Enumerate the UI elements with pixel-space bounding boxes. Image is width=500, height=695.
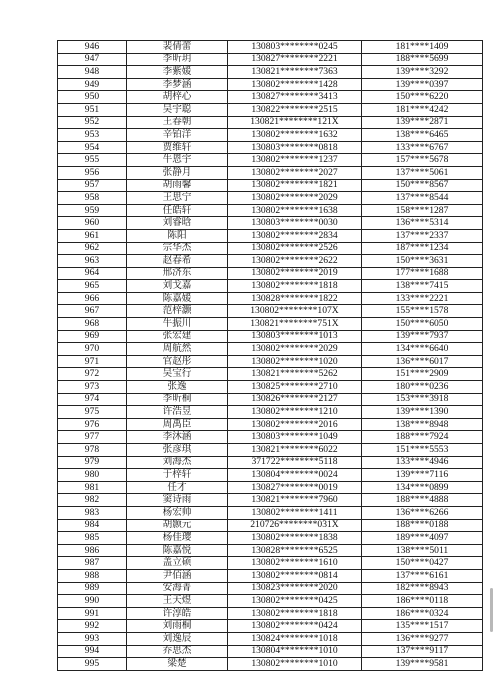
id-number-cell: 130802********1838 bbox=[228, 532, 362, 545]
row-number-cell: 956 bbox=[58, 166, 127, 179]
row-number-cell: 994 bbox=[58, 645, 127, 658]
student-name-cell: 吴宝行 bbox=[127, 368, 228, 381]
id-number-cell: 130821********7363 bbox=[228, 66, 362, 79]
student-name-cell: 官赵彤 bbox=[127, 355, 228, 368]
table-row bbox=[58, 532, 483, 545]
id-number-cell: 130802********2019 bbox=[228, 267, 362, 280]
student-name-cell: 王春朝 bbox=[127, 116, 228, 129]
student-name-cell: 裴倩蕾 bbox=[127, 41, 228, 54]
student-name-cell: 刘海杰 bbox=[127, 456, 228, 469]
table-row bbox=[58, 658, 483, 671]
row-number-cell: 981 bbox=[58, 481, 127, 494]
table-row bbox=[58, 179, 483, 192]
student-name-cell: 陈嘉媛 bbox=[127, 292, 228, 305]
id-number-cell: 130802********1010 bbox=[228, 658, 362, 671]
row-number-cell: 979 bbox=[58, 456, 127, 469]
id-number-cell: 130802********2526 bbox=[228, 242, 362, 255]
student-name-cell: 陈嘉悦 bbox=[127, 544, 228, 557]
id-number-cell: 130823********2020 bbox=[228, 582, 362, 595]
row-number-cell: 958 bbox=[58, 192, 127, 205]
row-number-cell: 946 bbox=[58, 41, 127, 54]
student-name-cell: 陈阳 bbox=[127, 229, 228, 242]
id-number-cell: 130803********1049 bbox=[228, 431, 362, 444]
row-number-cell: 953 bbox=[58, 129, 127, 142]
student-name-cell: 刘雨桐 bbox=[127, 620, 228, 633]
table-row bbox=[58, 355, 483, 368]
table-row bbox=[58, 431, 483, 444]
id-number-cell: 130802********1821 bbox=[228, 179, 362, 192]
table-row bbox=[58, 91, 483, 104]
id-number-cell: 130802********1632 bbox=[228, 129, 362, 142]
id-number-cell: 130802********2027 bbox=[228, 166, 362, 179]
student-name-cell: 胡雨馨 bbox=[127, 179, 228, 192]
table-row bbox=[58, 620, 483, 633]
student-name-cell: 刘逸辰 bbox=[127, 632, 228, 645]
phone-number-cell: 186****0118 bbox=[362, 595, 483, 608]
student-name-cell: 牛振川 bbox=[127, 318, 228, 331]
phone-number-cell: 187****1234 bbox=[362, 242, 483, 255]
student-name-cell: 宗华杰 bbox=[127, 242, 228, 255]
row-number-cell: 974 bbox=[58, 393, 127, 406]
row-number-cell: 949 bbox=[58, 78, 127, 91]
row-number-cell: 963 bbox=[58, 255, 127, 268]
id-number-cell: 130803********1013 bbox=[228, 330, 362, 343]
table-row bbox=[58, 456, 483, 469]
student-name-cell: 张宏建 bbox=[127, 330, 228, 343]
table-row bbox=[58, 368, 483, 381]
phone-number-cell: 139****9581 bbox=[362, 658, 483, 671]
student-name-cell: 王天煜 bbox=[127, 595, 228, 608]
phone-number-cell: 136****9277 bbox=[362, 632, 483, 645]
row-number-cell: 988 bbox=[58, 569, 127, 582]
phone-number-cell: 177****1688 bbox=[362, 267, 483, 280]
phone-number-cell: 150****3631 bbox=[362, 255, 483, 268]
id-number-cell: 130802********1428 bbox=[228, 78, 362, 91]
student-name-cell: 李昕玥 bbox=[127, 53, 228, 66]
phone-number-cell: 137****8544 bbox=[362, 192, 483, 205]
id-number-cell: 130821********5262 bbox=[228, 368, 362, 381]
student-name-cell: 牛恩宇 bbox=[127, 154, 228, 167]
student-name-cell: 王思宁 bbox=[127, 192, 228, 205]
row-number-cell: 990 bbox=[58, 595, 127, 608]
phone-number-cell: 139****7937 bbox=[362, 330, 483, 343]
phone-number-cell: 151****5553 bbox=[362, 444, 483, 457]
row-number-cell: 982 bbox=[58, 494, 127, 507]
student-name-cell: 张逸 bbox=[127, 381, 228, 394]
student-name-cell: 刘睿晗 bbox=[127, 217, 228, 230]
table-row bbox=[58, 204, 483, 217]
table-row bbox=[58, 229, 483, 242]
student-name-cell: 胡梓心 bbox=[127, 91, 228, 104]
table-row bbox=[58, 393, 483, 406]
student-name-cell: 李紫媛 bbox=[127, 66, 228, 79]
phone-number-cell: 188****5699 bbox=[362, 53, 483, 66]
table-row bbox=[58, 255, 483, 268]
table-row bbox=[58, 192, 483, 205]
table-row bbox=[58, 406, 483, 419]
table-row bbox=[58, 41, 483, 54]
row-number-cell: 969 bbox=[58, 330, 127, 343]
table-row bbox=[58, 469, 483, 482]
id-number-cell: 371722********5118 bbox=[228, 456, 362, 469]
phone-number-cell: 181****4242 bbox=[362, 103, 483, 116]
phone-number-cell: 138****8948 bbox=[362, 418, 483, 431]
table-row bbox=[58, 53, 483, 66]
phone-number-cell: 135****1517 bbox=[362, 620, 483, 633]
id-number-cell: 130828********6525 bbox=[228, 544, 362, 557]
table-row bbox=[58, 129, 483, 142]
phone-number-cell: 133****4946 bbox=[362, 456, 483, 469]
row-number-cell: 947 bbox=[58, 53, 127, 66]
row-number-cell: 962 bbox=[58, 242, 127, 255]
phone-number-cell: 180****0236 bbox=[362, 381, 483, 394]
phone-number-cell: 136****6017 bbox=[362, 355, 483, 368]
id-number-cell: 210726********031X bbox=[228, 519, 362, 532]
phone-number-cell: 136****6266 bbox=[362, 506, 483, 519]
row-number-cell: 986 bbox=[58, 544, 127, 557]
student-name-cell: 张彦琪 bbox=[127, 444, 228, 457]
row-number-cell: 952 bbox=[58, 116, 127, 129]
id-number-cell: 130802********1638 bbox=[228, 204, 362, 217]
row-number-cell: 983 bbox=[58, 506, 127, 519]
id-number-cell: 130802********0814 bbox=[228, 569, 362, 582]
student-name-cell: 许淳皓 bbox=[127, 607, 228, 620]
student-name-cell: 赵春希 bbox=[127, 255, 228, 268]
row-number-cell: 984 bbox=[58, 519, 127, 532]
phone-number-cell: 188****4888 bbox=[362, 494, 483, 507]
row-number-cell: 995 bbox=[58, 658, 127, 671]
phone-number-cell: 137****6161 bbox=[362, 569, 483, 582]
student-name-cell: 辛铂洋 bbox=[127, 129, 228, 142]
phone-number-cell: 138****7415 bbox=[362, 280, 483, 293]
table-row bbox=[58, 116, 483, 129]
row-number-cell: 954 bbox=[58, 141, 127, 154]
table-row bbox=[58, 78, 483, 91]
row-number-cell: 992 bbox=[58, 620, 127, 633]
row-number-cell: 972 bbox=[58, 368, 127, 381]
row-number-cell: 970 bbox=[58, 343, 127, 356]
phone-number-cell: 158****1287 bbox=[362, 204, 483, 217]
row-number-cell: 966 bbox=[58, 292, 127, 305]
phone-number-cell: 139****2871 bbox=[362, 116, 483, 129]
id-number-cell: 130802********1411 bbox=[228, 506, 362, 519]
table-row bbox=[58, 519, 483, 532]
table-row bbox=[58, 343, 483, 356]
phone-number-cell: 150****6050 bbox=[362, 318, 483, 331]
phone-number-cell: 181****1409 bbox=[362, 41, 483, 54]
student-name-cell: 李梦涵 bbox=[127, 78, 228, 91]
id-number-cell: 130821********7960 bbox=[228, 494, 362, 507]
table-row bbox=[58, 506, 483, 519]
student-name-cell: 许浩昱 bbox=[127, 406, 228, 419]
student-name-cell: 张静月 bbox=[127, 166, 228, 179]
table-row bbox=[58, 66, 483, 79]
phone-number-cell: 133****6767 bbox=[362, 141, 483, 154]
table-row bbox=[58, 632, 483, 645]
id-number-cell: 130802********1237 bbox=[228, 154, 362, 167]
row-number-cell: 973 bbox=[58, 381, 127, 394]
phone-number-cell: 137****9117 bbox=[362, 645, 483, 658]
id-number-cell: 130826********2127 bbox=[228, 393, 362, 406]
phone-number-cell: 188****7924 bbox=[362, 431, 483, 444]
id-number-cell: 130804********0024 bbox=[228, 469, 362, 482]
row-number-cell: 978 bbox=[58, 444, 127, 457]
row-number-cell: 977 bbox=[58, 431, 127, 444]
id-number-cell: 130822********2515 bbox=[228, 103, 362, 116]
student-name-cell: 乔思杰 bbox=[127, 645, 228, 658]
row-number-cell: 965 bbox=[58, 280, 127, 293]
id-number-cell: 130802********1818 bbox=[228, 607, 362, 620]
student-name-cell: 范梓灏 bbox=[127, 305, 228, 318]
id-number-cell: 130802********2029 bbox=[228, 343, 362, 356]
row-number-cell: 951 bbox=[58, 103, 127, 116]
table-row bbox=[58, 444, 483, 457]
table-row bbox=[58, 595, 483, 608]
table-row bbox=[58, 481, 483, 494]
phone-number-cell: 182****8943 bbox=[362, 582, 483, 595]
id-number-cell: 130825********2710 bbox=[228, 381, 362, 394]
phone-number-cell: 139****1390 bbox=[362, 406, 483, 419]
table-row bbox=[58, 267, 483, 280]
table-row bbox=[58, 381, 483, 394]
id-number-cell: 130828********1822 bbox=[228, 292, 362, 305]
student-name-cell: 李昕桐 bbox=[127, 393, 228, 406]
phone-number-cell: 137****5061 bbox=[362, 166, 483, 179]
row-number-cell: 985 bbox=[58, 532, 127, 545]
row-number-cell: 957 bbox=[58, 179, 127, 192]
table-row bbox=[58, 103, 483, 116]
id-number-cell: 130803********0818 bbox=[228, 141, 362, 154]
row-number-cell: 955 bbox=[58, 154, 127, 167]
student-name-cell: 梁楚 bbox=[127, 658, 228, 671]
phone-number-cell: 139****3292 bbox=[362, 66, 483, 79]
student-name-cell: 安海菁 bbox=[127, 582, 228, 595]
row-number-cell: 980 bbox=[58, 469, 127, 482]
row-number-cell: 968 bbox=[58, 318, 127, 331]
id-number-cell: 130802********0425 bbox=[228, 595, 362, 608]
student-name-cell: 窦诗雨 bbox=[127, 494, 228, 507]
table-row bbox=[58, 166, 483, 179]
table-row bbox=[58, 280, 483, 293]
student-name-cell: 杨佳璎 bbox=[127, 532, 228, 545]
phone-number-cell: 138****5011 bbox=[362, 544, 483, 557]
id-number-cell: 130802********2016 bbox=[228, 418, 362, 431]
table-row bbox=[58, 242, 483, 255]
row-number-cell: 967 bbox=[58, 305, 127, 318]
row-number-cell: 976 bbox=[58, 418, 127, 431]
id-number-cell: 130821********121X bbox=[228, 116, 362, 129]
id-number-cell: 130821********6022 bbox=[228, 444, 362, 457]
row-number-cell: 959 bbox=[58, 204, 127, 217]
scrollbar-thumb[interactable] bbox=[490, 588, 493, 632]
student-name-cell: 盖立硕 bbox=[127, 557, 228, 570]
student-name-cell: 周航然 bbox=[127, 343, 228, 356]
table-row bbox=[58, 645, 483, 658]
row-number-cell: 975 bbox=[58, 406, 127, 419]
student-name-cell: 吴宇聪 bbox=[127, 103, 228, 116]
student-name-cell: 杨宏帅 bbox=[127, 506, 228, 519]
table-row bbox=[58, 569, 483, 582]
table-row bbox=[58, 305, 483, 318]
student-name-cell: 刘戈嘉 bbox=[127, 280, 228, 293]
table-row bbox=[58, 330, 483, 343]
id-number-cell: 130824********1018 bbox=[228, 632, 362, 645]
row-number-cell: 991 bbox=[58, 607, 127, 620]
student-name-cell: 周禹臣 bbox=[127, 418, 228, 431]
table-row bbox=[58, 494, 483, 507]
id-number-cell: 130802********107X bbox=[228, 305, 362, 318]
id-number-cell: 130802********2834 bbox=[228, 229, 362, 242]
phone-number-cell: 155****1578 bbox=[362, 305, 483, 318]
phone-number-cell: 137****2337 bbox=[362, 229, 483, 242]
student-name-cell: 胡颢元 bbox=[127, 519, 228, 532]
table-row bbox=[58, 318, 483, 331]
row-number-cell: 960 bbox=[58, 217, 127, 230]
phone-number-cell: 150****0427 bbox=[362, 557, 483, 570]
id-number-cell: 130802********1210 bbox=[228, 406, 362, 419]
table-row bbox=[58, 154, 483, 167]
id-number-cell: 130804********1010 bbox=[228, 645, 362, 658]
table-row bbox=[58, 292, 483, 305]
row-number-cell: 971 bbox=[58, 355, 127, 368]
row-number-cell: 989 bbox=[58, 582, 127, 595]
phone-number-cell: 150****6220 bbox=[362, 91, 483, 104]
student-name-cell: 尹佰涵 bbox=[127, 569, 228, 582]
phone-number-cell: 134****6640 bbox=[362, 343, 483, 356]
table-row bbox=[58, 557, 483, 570]
student-name-cell: 任皓轩 bbox=[127, 204, 228, 217]
phone-number-cell: 136****5314 bbox=[362, 217, 483, 230]
phone-number-cell: 186****0324 bbox=[362, 607, 483, 620]
phone-number-cell: 151****2909 bbox=[362, 368, 483, 381]
id-number-cell: 130827********2221 bbox=[228, 53, 362, 66]
table-row bbox=[58, 544, 483, 557]
phone-number-cell: 139****7116 bbox=[362, 469, 483, 482]
phone-number-cell: 188****0188 bbox=[362, 519, 483, 532]
phone-number-cell: 134****0899 bbox=[362, 481, 483, 494]
student-name-cell: 李沐涵 bbox=[127, 431, 228, 444]
id-number-cell: 130802********1020 bbox=[228, 355, 362, 368]
table-row bbox=[58, 217, 483, 230]
id-number-cell: 130821********751X bbox=[228, 318, 362, 331]
table-row bbox=[58, 141, 483, 154]
row-number-cell: 961 bbox=[58, 229, 127, 242]
table-row bbox=[58, 418, 483, 431]
id-number-cell: 130802********1818 bbox=[228, 280, 362, 293]
phone-number-cell: 133****2221 bbox=[362, 292, 483, 305]
row-number-cell: 950 bbox=[58, 91, 127, 104]
row-number-cell: 964 bbox=[58, 267, 127, 280]
id-number-cell: 130803********0245 bbox=[228, 41, 362, 54]
student-name-cell: 于梓轩 bbox=[127, 469, 228, 482]
phone-number-cell: 189****4097 bbox=[362, 532, 483, 545]
row-number-cell: 993 bbox=[58, 632, 127, 645]
id-number-cell: 130827********3413 bbox=[228, 91, 362, 104]
student-name-cell: 邢济东 bbox=[127, 267, 228, 280]
id-number-cell: 130802********2029 bbox=[228, 192, 362, 205]
phone-number-cell: 157****5678 bbox=[362, 154, 483, 167]
student-name-cell: 贾维轩 bbox=[127, 141, 228, 154]
table-row bbox=[58, 582, 483, 595]
phone-number-cell: 139****0397 bbox=[362, 78, 483, 91]
id-number-cell: 130802********0424 bbox=[228, 620, 362, 633]
row-number-cell: 987 bbox=[58, 557, 127, 570]
table-body bbox=[58, 41, 483, 671]
phone-number-cell: 138****6465 bbox=[362, 129, 483, 142]
id-number-cell: 130802********2622 bbox=[228, 255, 362, 268]
id-number-cell: 130827********0019 bbox=[228, 481, 362, 494]
phone-number-cell: 153****3918 bbox=[362, 393, 483, 406]
student-name-cell: 任才 bbox=[127, 481, 228, 494]
phone-number-cell: 150****8567 bbox=[362, 179, 483, 192]
name-list-table bbox=[57, 40, 483, 671]
table-row bbox=[58, 607, 483, 620]
id-number-cell: 130803********0030 bbox=[228, 217, 362, 230]
id-number-cell: 130802********1610 bbox=[228, 557, 362, 570]
row-number-cell: 948 bbox=[58, 66, 127, 79]
